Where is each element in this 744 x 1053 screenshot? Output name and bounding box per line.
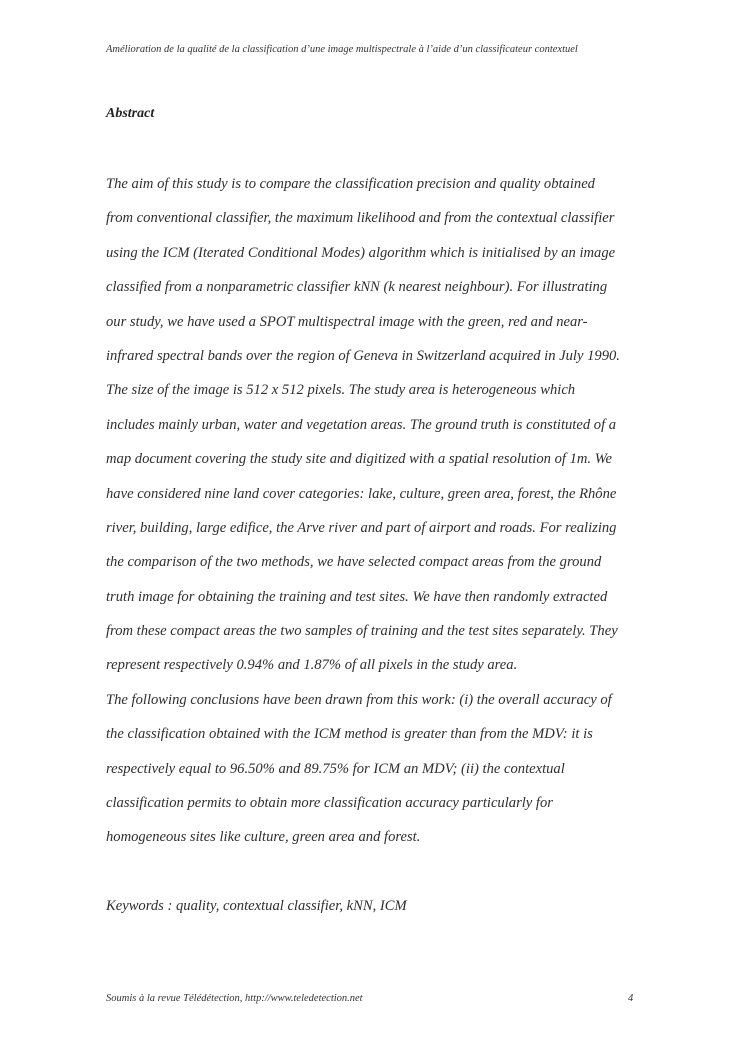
abstract-line: the classification obtained with the ICM method is greater than from the MDV: it is: [106, 726, 593, 743]
abstract-line: from conventional classifier, the maximum likelihood and from the contextual classifier: [106, 210, 615, 227]
abstract-line: classified from a nonparametric classifier kNN (k nearest neighbour). For illustrating: [106, 279, 608, 296]
page-number: 4: [628, 993, 634, 1004]
abstract-line: have considered nine land cover categories: lake, culture, green area, forest, the Rhône: [106, 485, 617, 502]
abstract-line: The following conclusions have been drawn from this work: (i) the overall accuracy of: [106, 691, 612, 708]
abstract-line: from these compact areas the two samples of training and the test sites separately. They: [106, 623, 618, 640]
abstract-line: respectively equal to 96.50% and 89.75% for ICM an MDV; (ii) the contextual: [106, 760, 565, 777]
abstract-line: includes mainly urban, water and vegetation areas. The ground truth is constituted of a: [106, 416, 617, 433]
abstract-line: map document covering the study site and digitized with a spatial resolution of 1m. We: [106, 451, 613, 468]
running-header: Amélioration de la qualité de la classification d’une image multispectrale à l’aide d’un classificateur contextuel: [106, 44, 578, 55]
abstract-body: [106, 174, 646, 862]
abstract-line: classification permits to obtain more classification accuracy particularly for: [106, 795, 553, 812]
abstract-line: homogeneous sites like culture, green area and forest.: [106, 829, 421, 846]
abstract-line: our study, we have used a SPOT multispectral image with the green, red and near-: [106, 313, 588, 330]
abstract-line: infrared spectral bands over the region of Geneva in Switzerland acquired in July 1990.: [106, 347, 620, 364]
abstract-line: the comparison of the two methods, we have selected compact areas from the ground: [106, 554, 602, 571]
abstract-line: using the ICM (Iterated Conditional Modes) algorithm which is initialised by an image: [106, 244, 616, 261]
abstract-line: truth image for obtaining the training and test sites. We have then randomly extracted: [106, 588, 608, 605]
abstract-heading: Abstract: [106, 106, 155, 121]
footer-source: Soumis à la revue Télédétection, http://www.teledetection.net: [106, 993, 363, 1004]
abstract-line: The aim of this study is to compare the classification precision and quality obtained: [106, 176, 595, 192]
keywords: Keywords : quality, contextual classifier, kNN, ICM: [106, 898, 407, 914]
abstract-line: represent respectively 0.94% and 1.87% of all pixels in the study area.: [106, 657, 518, 674]
abstract-line: river, building, large edifice, the Arve river and part of airport and roads. For realizing: [106, 519, 617, 536]
abstract-line: The size of the image is 512 x 512 pixels. The study area is heterogeneous which: [106, 382, 576, 399]
